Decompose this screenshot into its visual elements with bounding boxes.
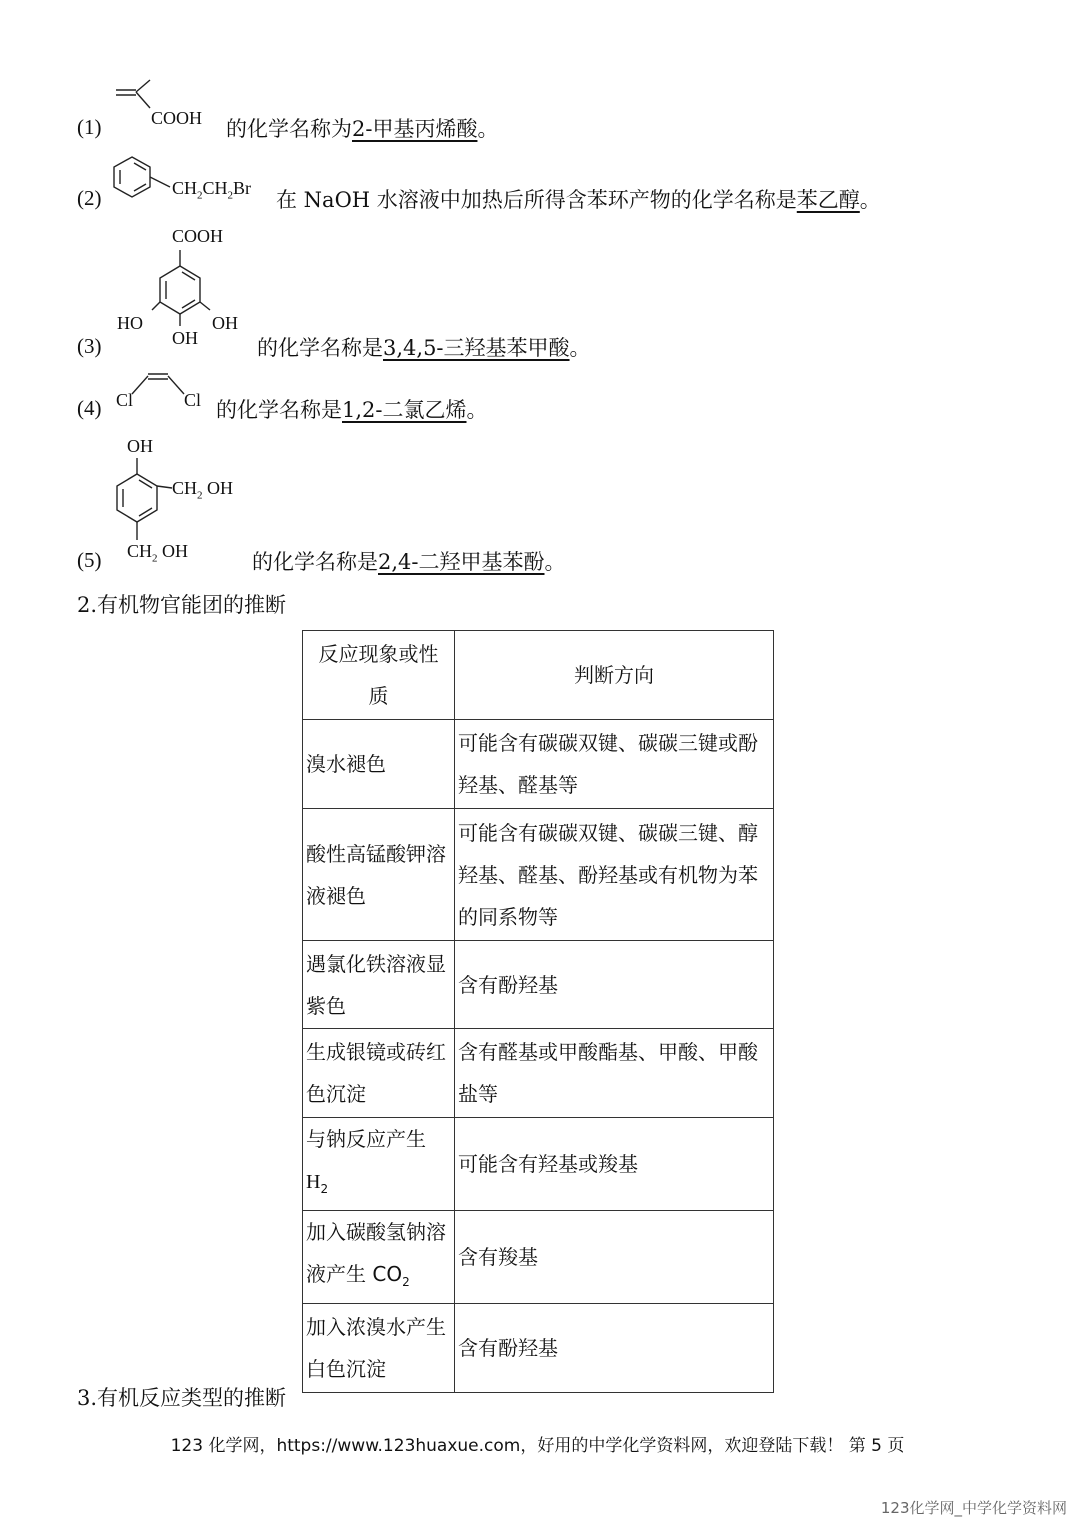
table-row [303, 1211, 774, 1304]
item-5-group-ch2oh-bottom: $CH_2$ OH [127, 541, 189, 565]
item-2-group: $CH_2CH_2Br$ [172, 178, 252, 202]
section-3-title: 3.有机反应类型的推断 [77, 1386, 287, 1410]
cell-phenomenon: 生成银镜或砖红色沉淀 [303, 1029, 455, 1118]
item-5-group-ch2oh-right: $CH_2$ OH [172, 478, 234, 502]
item-5-benzene-ring [112, 456, 176, 546]
cell-phenomenon: 加入浓溴水产生白色沉淀 [303, 1304, 455, 1393]
item-2-text: 在 NaOH 水溶液中加热后所得含苯环产物的化学名称是苯乙醇。 [276, 188, 881, 212]
header-judgment: 判断方向 [455, 631, 774, 720]
item-3-text: 的化学名称是3,4,5-三羟基苯甲酸。 [257, 336, 591, 360]
cell-judgment: 可能含有碳碳双键、碳碳三键、醇羟基、醛基、酚羟基或有机物为苯的同系物等 [455, 809, 774, 941]
item-1-text: 的化学名称为2-甲基丙烯酸。 [226, 117, 499, 141]
item-4-group-cl-left: Cl [116, 390, 134, 410]
item-4-number: (4) [77, 396, 102, 420]
item-2-benzene-ring [112, 155, 172, 205]
functional-group-table [302, 630, 774, 1393]
cell-judgment: 含有酚羟基 [455, 1304, 774, 1393]
item-1-structure [112, 78, 152, 118]
item-4-group-cl-right: Cl [184, 390, 202, 410]
table-row [303, 809, 774, 941]
cell-phenomenon: 加入碳酸氢钠溶液产生 $CO_2$ [303, 1211, 455, 1304]
section-2-title: 2.有机物官能团的推断 [77, 593, 287, 617]
table-row [303, 1304, 774, 1393]
item-3-group-cooh: COOH [172, 226, 224, 246]
item-1-group-cooh: COOH [151, 108, 203, 128]
table-row [303, 941, 774, 1029]
item-1-number: (1) [77, 115, 102, 139]
header-phenomenon: 反应现象或性质 [303, 631, 455, 720]
item-4-answer: 1,2-二氯乙烯 [342, 398, 467, 422]
item-2-answer: 苯乙醇 [796, 188, 860, 212]
item-5-group-oh: OH [127, 436, 153, 456]
cell-judgment: 含有醛基或甲酸酯基、甲酸、甲酸盐等 [455, 1029, 774, 1118]
item-3-number: (3) [77, 334, 102, 358]
item-5-answer: 2,4-二羟甲基苯酚 [378, 550, 545, 574]
item-4-text: 的化学名称是1,2-二氯乙烯。 [216, 398, 488, 422]
item-4-structure [130, 370, 186, 400]
cell-judgment: 含有酚羟基 [455, 941, 774, 1029]
cell-phenomenon: 酸性高锰酸钾溶液褪色 [303, 809, 455, 941]
item-5-text: 的化学名称是2,4-二羟甲基苯酚。 [252, 550, 566, 574]
table-row [303, 1118, 774, 1211]
page-footer: 123 化学网，https://www.123huaxue.com，好用的中学化学资料网，欢迎登陆下载！ 第 5 页 [170, 1436, 905, 1456]
item-2-number: (2) [77, 186, 102, 210]
table-header-row [303, 631, 774, 720]
watermark: 123化学网_中学化学资料网 [880, 1499, 1067, 1517]
item-3-answer: 3,4,5-三羟基苯甲酸 [383, 336, 570, 360]
item-3-group-oh-right: OH [212, 313, 238, 333]
item-3-group-oh-bottom: OH [172, 328, 198, 348]
cell-phenomenon: 溴水褪色 [303, 720, 455, 809]
cell-phenomenon: 遇氯化铁溶液显紫色 [303, 941, 455, 1029]
table-row [303, 1029, 774, 1118]
item-1-answer: 2-甲基丙烯酸 [352, 117, 478, 141]
cell-phenomenon: 与钠反应产生 $H_2$ [303, 1118, 455, 1211]
table-row [303, 720, 774, 809]
cell-judgment: 可能含有羟基或羧基 [455, 1118, 774, 1211]
cell-judgment: 可能含有碳碳双键、碳碳三键或酚羟基、醛基等 [455, 720, 774, 809]
item-5-number: (5) [77, 548, 102, 572]
cell-judgment: 含有羧基 [455, 1211, 774, 1304]
item-3-group-ho: HO [117, 313, 143, 333]
